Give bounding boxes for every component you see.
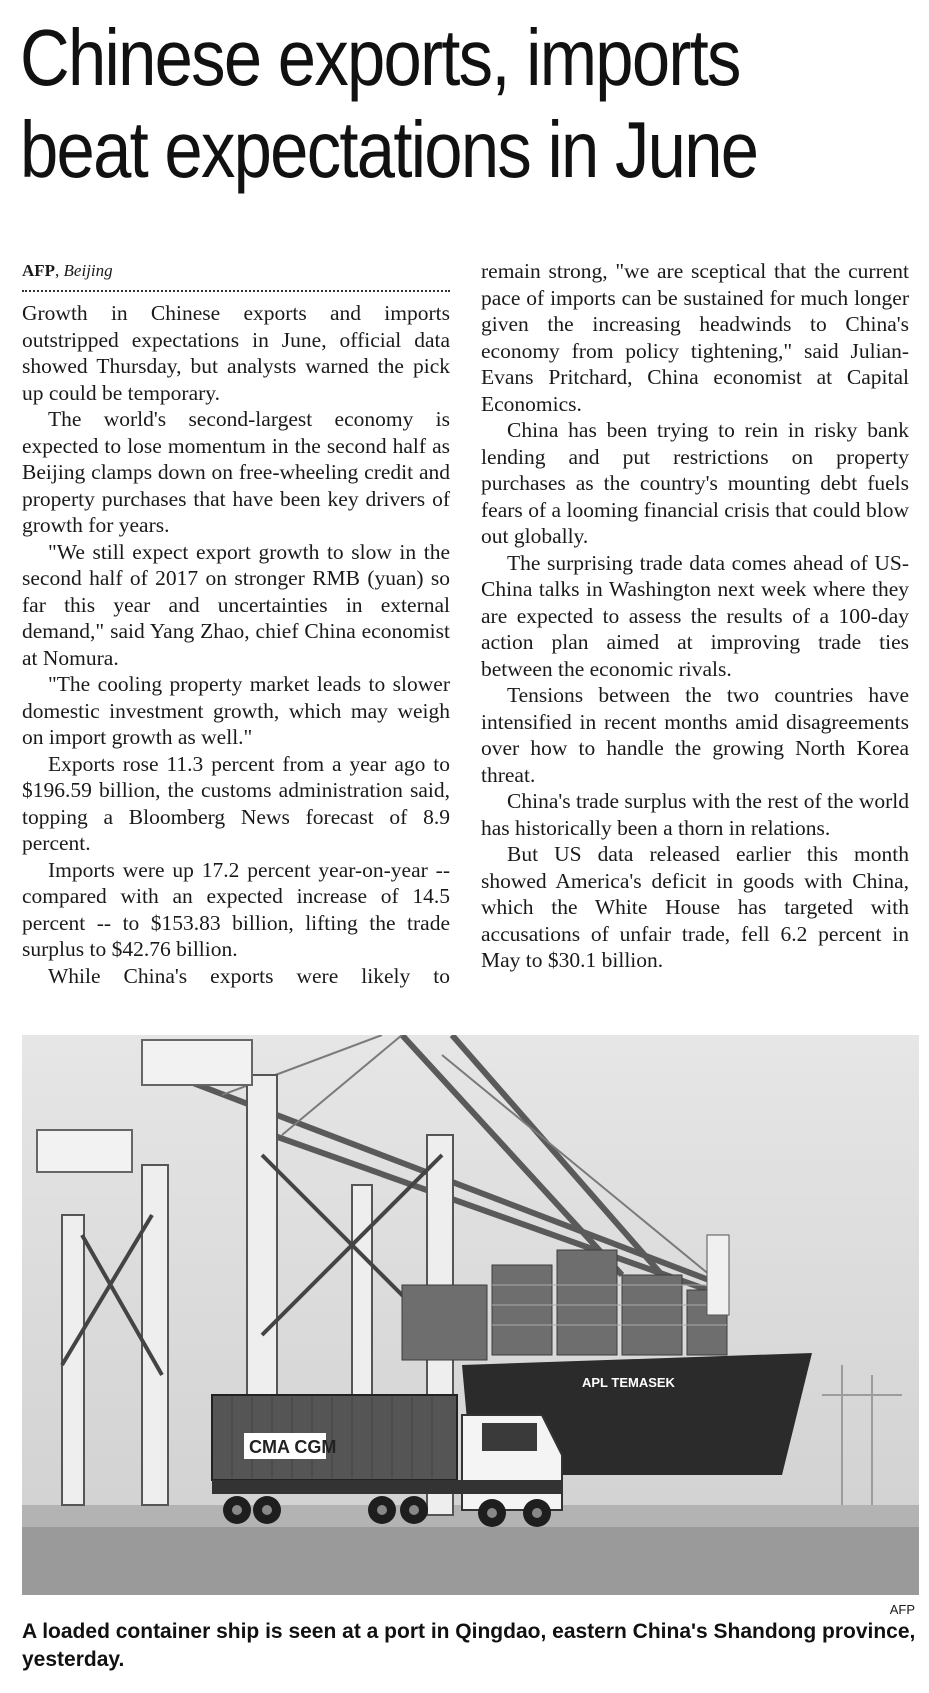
port-photo: [22, 1035, 919, 1595]
port-scene-illustration: [22, 1035, 919, 1595]
headline: [20, 12, 790, 196]
ship-name: APL TEMASEK: [582, 1375, 675, 1390]
photo-credit: AFP: [889, 1602, 915, 1617]
photo-caption: A loaded container ship is seen at a port in Qingdao, eastern China's Shandong province, yesterday.: [22, 1620, 916, 1671]
byline: AFP, Beijing: [22, 261, 113, 280]
article-column-left: [22, 258, 450, 989]
paragraph: Imports were up 17.2 percent year-on-year -- compared with an expected increase of 14.5 percent -- to $153.83 billion, lifting the trade surplus to $42.76 billion.: [22, 857, 450, 961]
paragraph: The surprising trade data comes ahead of US-China talks in Washington next week where they are expected to assess the results of a 100-day action plan aimed at improving trade ties between the economic rivals.: [481, 550, 909, 681]
paragraph: While China's exports were likely to: [48, 963, 450, 988]
headline-line-2: beat expectations in June: [20, 105, 758, 194]
paragraph: But US data released earlier this month showed America's deficit in goods with China, which the White House has targeted with accusations of unfair trade, fell 6.2 percent in May to $30.1 billion.: [481, 842, 909, 972]
paragraph: China's trade surplus with the rest of the world has historically been a thorn in relations.: [481, 789, 909, 840]
paragraph: The world's second-largest economy is expected to lose momentum in the second half as Beijing clamps down on free-wheeling credit and property purchases that have been key drivers of growth for years.: [22, 407, 450, 537]
paragraph: Tensions between the two countries have intensified in recent months amid disagreements over how to handle the growing North Korea threat.: [481, 683, 909, 787]
byline-divider: [22, 284, 450, 292]
paragraph: "The cooling property market leads to slower domestic investment growth, which may weigh on import growth as well.": [22, 672, 450, 749]
paragraph: China has been trying to rein in risky bank lending and put restrictions on property purchases as the country's mounting debt fuels fears of a looming financial crisis that could blow out globally.: [481, 418, 909, 548]
byline-city: Beijing: [63, 261, 113, 280]
article-column-right: [481, 258, 909, 974]
paragraph: "We still expect export growth to slow in the second half of 2017 on stronger RMB (yuan) so far this year and uncertainties in external demand," said Yang Zhao, chief China economist at Nomura.: [22, 539, 450, 670]
container-text: CMA CGM: [249, 1437, 337, 1457]
paragraph: Exports rose 11.3 percent from a year ago to $196.59 billion, the customs administration said, topping a Bloomberg News forecast of 8.9 percent.: [22, 751, 450, 855]
headline-line-1: Chinese exports, imports: [20, 13, 740, 102]
paragraph: Growth in Chinese exports and imports outstripped expectations in June, official data showed Thursday, but analysts warned the pick up could be temporary.: [22, 301, 450, 405]
paragraph: remain strong, "we are sceptical that the current pace of imports can be sustained for much longer given the increasing headwinds to China's economy from policy tightening," said Julian-Evans Pritchard, China economist at Capital Economics.: [481, 259, 909, 416]
byline-agency: AFP: [22, 261, 56, 280]
